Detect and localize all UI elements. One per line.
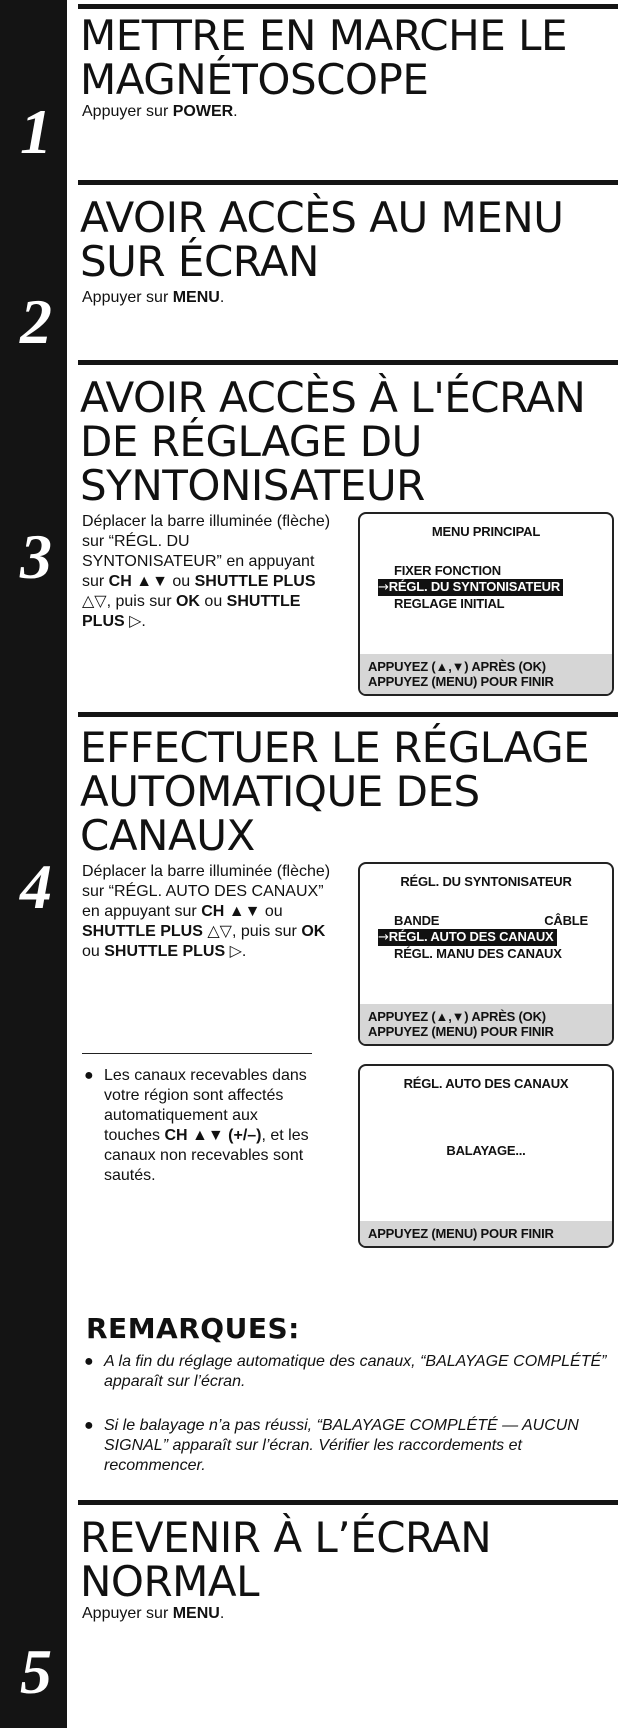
- osd-footer: [360, 1004, 612, 1044]
- step-number-4: 4: [20, 851, 52, 922]
- osd-auto-canaux: [358, 1064, 614, 1248]
- step-number-3: 3: [20, 521, 52, 592]
- osd-footer-line: APPUYEZ (MENU) POUR FINIR: [368, 674, 554, 689]
- step-2-title: AVOIR ACCÈS AU MENU SUR ÉCRAN: [80, 193, 564, 286]
- menu-item-selected: [378, 929, 612, 946]
- step-3-title: AVOIR ACCÈS À L'ÉCRAN DE RÉGLAGE DU SYNTONISATEUR: [80, 373, 586, 510]
- osd-title: MENU PRINCIPAL: [431, 524, 541, 539]
- step-number-5: 5: [20, 1636, 52, 1707]
- section-rule: [78, 180, 618, 185]
- section-rule: [78, 1500, 618, 1505]
- menu-item-manu: RÉGL. MANU DES CANAUX: [394, 946, 562, 961]
- osd-title: RÉGL. DU SYNTONISATEUR: [400, 874, 572, 889]
- arrow-right-icon: →: [378, 930, 389, 945]
- band-label: BANDE: [394, 913, 440, 928]
- section-rule: [78, 4, 618, 9]
- bullet-icon: ●: [84, 1417, 94, 1434]
- osd-title: RÉGL. AUTO DES CANAUX: [403, 1076, 569, 1091]
- step-4-instruction: Déplacer la barre illuminée (flèche) sur “RÉGL. AUTO DES CANAUX” en appuyant sur CH ▲▼ ou SHUTTLE PLUS △▽, puis sur OK ou SHUTTLE PLUS ▷.: [82, 863, 331, 960]
- note-item: ● A la fin du réglage automatique des canaux, “BALAYAGE COMPLÉTÉ” apparaît sur l’écran.: [84, 1353, 607, 1390]
- step-3-instruction: Déplacer la barre illuminée (flèche) sur “RÉGL. DU SYNTONISATEUR” en appuyant sur CH ▲▼ ou SHUTTLE PLUS △▽, puis sur OK ou SHUTTLE PLUS ▷.: [82, 513, 331, 630]
- step-1-title: METTRE EN MARCHE LE MAGNÉTOSCOPE: [80, 11, 568, 104]
- osd-syntonisateur: [358, 862, 614, 1046]
- osd-menu-list: [378, 563, 612, 612]
- osd-menu-principal: [358, 512, 614, 696]
- step-number-2: 2: [20, 286, 52, 357]
- step-5-title: REVENIR À L’ÉCRAN NORMAL: [80, 1513, 492, 1606]
- arrow-right-icon: →: [378, 580, 389, 595]
- menu-item-fixer-fonction: FIXER FONCTION: [394, 563, 501, 578]
- scan-status: BALAYAGE...: [446, 1143, 526, 1158]
- band-value: CÂBLE: [544, 913, 588, 928]
- section-rule: [78, 712, 618, 717]
- menu-item-label: RÉGL. DU SYNTONISATEUR: [388, 579, 561, 594]
- osd-footer-line: APPUYEZ (MENU) POUR FINIR: [368, 1226, 554, 1241]
- step-2-instruction: Appuyer sur MENU.: [82, 289, 225, 306]
- osd-menu-list: [378, 913, 612, 962]
- step-4-title: EFFECTUER LE RÉGLAGE AUTOMATIQUE DES CANAUX: [80, 723, 590, 860]
- osd-footer-line: APPUYEZ (▲,▼) APRÈS (OK): [368, 659, 546, 674]
- note-item: ● Si le balayage n’a pas réussi, “BALAYAGE COMPLÉTÉ — AUCUN SIGNAL” apparaît sur l’écran. Vérifier les raccordements et recommencer.: [84, 1417, 579, 1474]
- osd-footer-line: APPUYEZ (▲,▼) APRÈS (OK): [368, 1009, 546, 1024]
- osd-footer: [360, 654, 612, 694]
- step-1-instruction: Appuyer sur POWER.: [82, 103, 238, 120]
- divider: [82, 1053, 312, 1054]
- step-5-instruction: Appuyer sur MENU.: [82, 1605, 225, 1622]
- band-row: [394, 913, 588, 929]
- section-rule: [78, 360, 618, 365]
- bullet-icon: ●: [84, 1067, 94, 1084]
- step-number-1: 1: [20, 96, 52, 167]
- osd-footer: [360, 1221, 612, 1246]
- osd-footer-line: APPUYEZ (MENU) POUR FINIR: [368, 1024, 554, 1039]
- remarques-heading: REMARQUES:: [86, 1312, 300, 1345]
- bullet-icon: ●: [84, 1353, 94, 1370]
- menu-item-label: RÉGL. AUTO DES CANAUX: [388, 929, 554, 944]
- menu-item-reglage-initial: REGLAGE INITIAL: [394, 596, 505, 611]
- step-4-bullet: ● Les canaux recevables dans votre région sont affectés automatiquement aux touches CH ▲▼ (+/–), et les canaux non recevables sont sautés.: [84, 1067, 309, 1184]
- menu-item-selected: [378, 579, 612, 596]
